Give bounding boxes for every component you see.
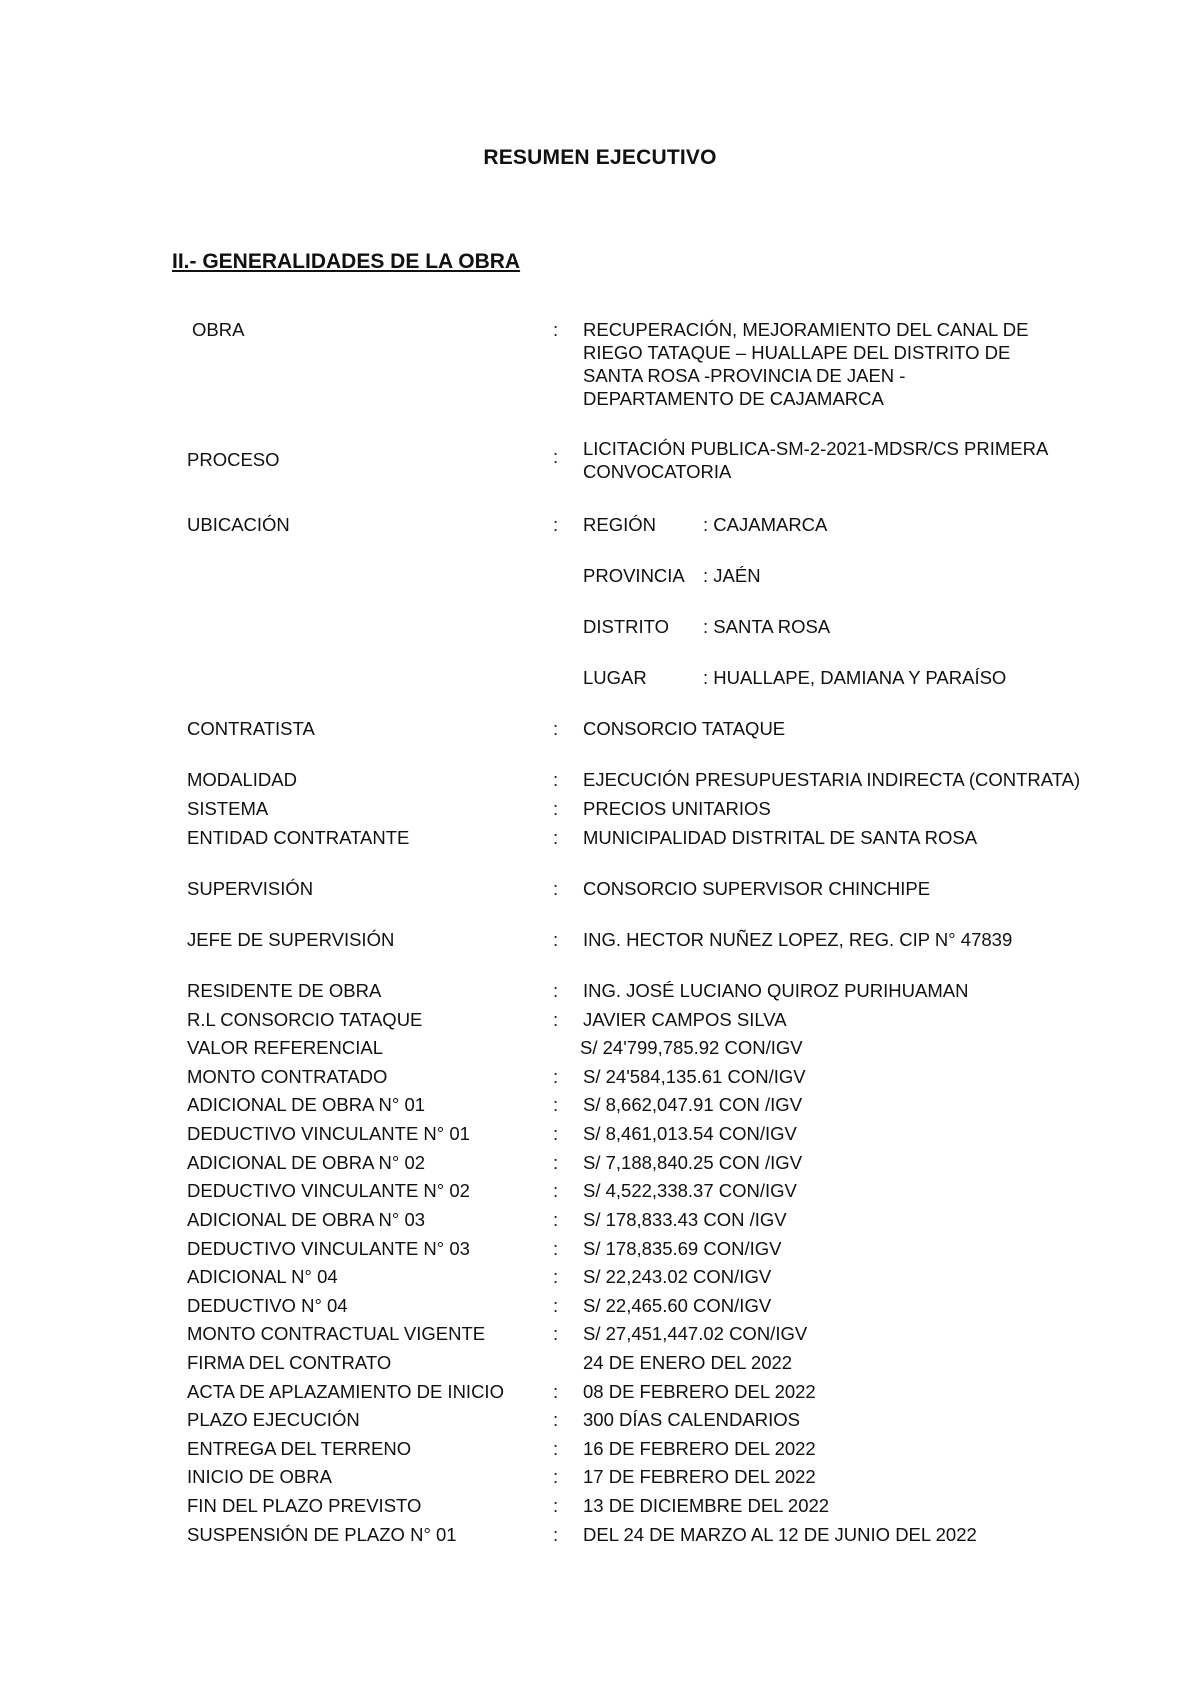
detail-colon: : (553, 1123, 559, 1144)
section-heading: II.- GENERALIDADES DE LA OBRA (172, 250, 521, 273)
detail-colon: : (553, 1180, 559, 1201)
ubicacion-provincia (583, 564, 761, 587)
detail-value: S/ 8,461,013.54 CON/IGV (583, 1123, 797, 1144)
sub-label: LUGAR (583, 667, 647, 688)
detail-colon: : (553, 1381, 559, 1402)
field-colon: : (553, 446, 559, 467)
field-colon: : (553, 769, 559, 790)
detail-value: JAVIER CAMPOS SILVA (583, 1009, 787, 1030)
field-value: PRECIOS UNITARIOS (583, 798, 771, 819)
detail-colon: : (553, 1466, 559, 1487)
field-label: ENTIDAD CONTRATANTE (187, 827, 410, 848)
field-label: UBICACIÓN (187, 514, 290, 535)
detail-value: S/ 4,522,338.37 CON/IGV (583, 1180, 797, 1201)
detail-value: ING. JOSÉ LUCIANO QUIROZ PURIHUAMAN (583, 980, 969, 1001)
detail-value: S/ 8,662,047.91 CON /IGV (583, 1094, 803, 1115)
detail-value: 24 DE ENERO DEL 2022 (583, 1352, 793, 1373)
detail-colon: : (553, 980, 559, 1001)
detail-value: S/ 24'799,785.92 CON/IGV (580, 1037, 803, 1058)
detail-value: 13 DE DICIEMBRE DEL 2022 (583, 1495, 830, 1516)
detail-value: 17 DE FEBRERO DEL 2022 (583, 1466, 816, 1487)
value-line: SANTA ROSA -PROVINCIA DE JAEN - (583, 365, 906, 386)
field-colon: : (553, 798, 559, 819)
detail-label: FIRMA DEL CONTRATO (187, 1352, 392, 1373)
field-value (583, 437, 1103, 483)
field-colon: : (553, 514, 559, 535)
detail-value: 08 DE FEBRERO DEL 2022 (583, 1381, 816, 1402)
detail-value: S/ 27,451,447.02 CON/IGV (583, 1323, 808, 1344)
detail-colon: : (553, 1495, 559, 1516)
detail-label: DEDUCTIVO N° 04 (187, 1295, 348, 1316)
detail-label: DEDUCTIVO VINCULANTE N° 02 (187, 1180, 470, 1201)
detail-label: VALOR REFERENCIAL (187, 1037, 384, 1058)
value-line: RIEGO TATAQUE – HUALLAPE DEL DISTRITO DE (583, 342, 1011, 363)
detail-colon: : (553, 1209, 559, 1230)
detail-colon: : (553, 1009, 559, 1030)
value-line: RECUPERACIÓN, MEJORAMIENTO DEL CANAL DE (583, 319, 1029, 340)
field-value: MUNICIPALIDAD DISTRITAL DE SANTA ROSA (583, 827, 978, 848)
detail-colon: : (553, 1152, 559, 1173)
ubicacion-lugar (583, 666, 1006, 689)
field-colon: : (553, 878, 559, 899)
detail-value: S/ 22,465.60 CON/IGV (583, 1295, 772, 1316)
sub-value: : HUALLAPE, DAMIANA Y PARAÍSO (703, 667, 1007, 688)
field-value: ING. HECTOR NUÑEZ LOPEZ, REG. CIP N° 47839 (583, 929, 1013, 950)
field-label: MODALIDAD (187, 769, 297, 790)
field-label: OBRA (192, 319, 245, 340)
field-colon: : (553, 827, 559, 848)
detail-label: FIN DEL PLAZO PREVISTO (187, 1495, 422, 1516)
field-value: CONSORCIO SUPERVISOR CHINCHIPE (583, 878, 931, 899)
detail-label: ENTREGA DEL TERRENO (187, 1438, 412, 1459)
detail-colon: : (553, 1295, 559, 1316)
detail-value: S/ 178,835.69 CON/IGV (583, 1238, 782, 1259)
field-label: PROCESO (187, 449, 280, 470)
field-colon: : (553, 718, 559, 739)
detail-label: ACTA DE APLAZAMIENTO DE INICIO (187, 1381, 504, 1402)
detail-label: DEDUCTIVO VINCULANTE N° 01 (187, 1123, 470, 1144)
detail-colon: : (553, 1266, 559, 1287)
sub-value: : JAÉN (703, 565, 761, 586)
detail-label: INICIO DE OBRA (187, 1466, 332, 1487)
value-line: CONVOCATORIA (583, 461, 732, 482)
detail-value: 16 DE FEBRERO DEL 2022 (583, 1438, 816, 1459)
detail-label: ADICIONAL DE OBRA N° 03 (187, 1209, 426, 1230)
ubicacion-region (583, 513, 827, 536)
detail-label: DEDUCTIVO VINCULANTE N° 03 (187, 1238, 470, 1259)
detail-label: R.L CONSORCIO TATAQUE (187, 1009, 423, 1030)
document-title: RESUMEN EJECUTIVO (483, 146, 717, 169)
detail-label: SUSPENSIÓN DE PLAZO N° 01 (187, 1524, 457, 1545)
detail-label: ADICIONAL DE OBRA N° 02 (187, 1152, 426, 1173)
detail-colon: : (553, 1438, 559, 1459)
detail-colon: : (553, 1323, 559, 1344)
detail-value: S/ 178,833.43 CON /IGV (583, 1209, 787, 1230)
sub-label: PROVINCIA (583, 565, 685, 586)
detail-colon: : (553, 1094, 559, 1115)
field-label: CONTRATISTA (187, 718, 315, 739)
detail-label: MONTO CONTRACTUAL VIGENTE (187, 1323, 486, 1344)
detail-value: 300 DÍAS CALENDARIOS (583, 1409, 800, 1430)
detail-label: ADICIONAL N° 04 (187, 1266, 338, 1287)
sub-value: : CAJAMARCA (703, 514, 828, 535)
value-line: DEPARTAMENTO DE CAJAMARCA (583, 388, 884, 409)
detail-value: DEL 24 DE MARZO AL 12 DE JUNIO DEL 2022 (583, 1524, 977, 1545)
field-value: EJECUCIÓN PRESUPUESTARIA INDIRECTA (CONTRATA) (583, 769, 1081, 790)
detail-colon: : (553, 1524, 559, 1545)
detail-label: MONTO CONTRATADO (187, 1066, 388, 1087)
field-label: SUPERVISIÓN (187, 878, 314, 899)
field-colon: : (553, 929, 559, 950)
sub-label: REGIÓN (583, 514, 656, 535)
detail-value: S/ 7,188,840.25 CON /IGV (583, 1152, 803, 1173)
detail-value: S/ 22,243.02 CON/IGV (583, 1266, 772, 1287)
ubicacion-distrito (583, 615, 830, 638)
field-value: CONSORCIO TATAQUE (583, 718, 786, 739)
field-label: SISTEMA (187, 798, 269, 819)
sub-label: DISTRITO (583, 616, 669, 637)
field-value (583, 318, 1103, 410)
sub-value: : SANTA ROSA (703, 616, 831, 637)
detail-colon: : (553, 1066, 559, 1087)
value-line: LICITACIÓN PUBLICA-SM-2-2021-MDSR/CS PRIMERA (583, 438, 1049, 459)
field-colon: : (553, 319, 559, 340)
detail-colon: : (553, 1409, 559, 1430)
detail-colon: : (553, 1238, 559, 1259)
detail-label: RESIDENTE DE OBRA (187, 980, 382, 1001)
detail-value: S/ 24'584,135.61 CON/IGV (583, 1066, 806, 1087)
detail-label: PLAZO EJECUCIÓN (187, 1409, 360, 1430)
field-label: JEFE DE SUPERVISIÓN (187, 929, 395, 950)
detail-label: ADICIONAL DE OBRA N° 01 (187, 1094, 426, 1115)
